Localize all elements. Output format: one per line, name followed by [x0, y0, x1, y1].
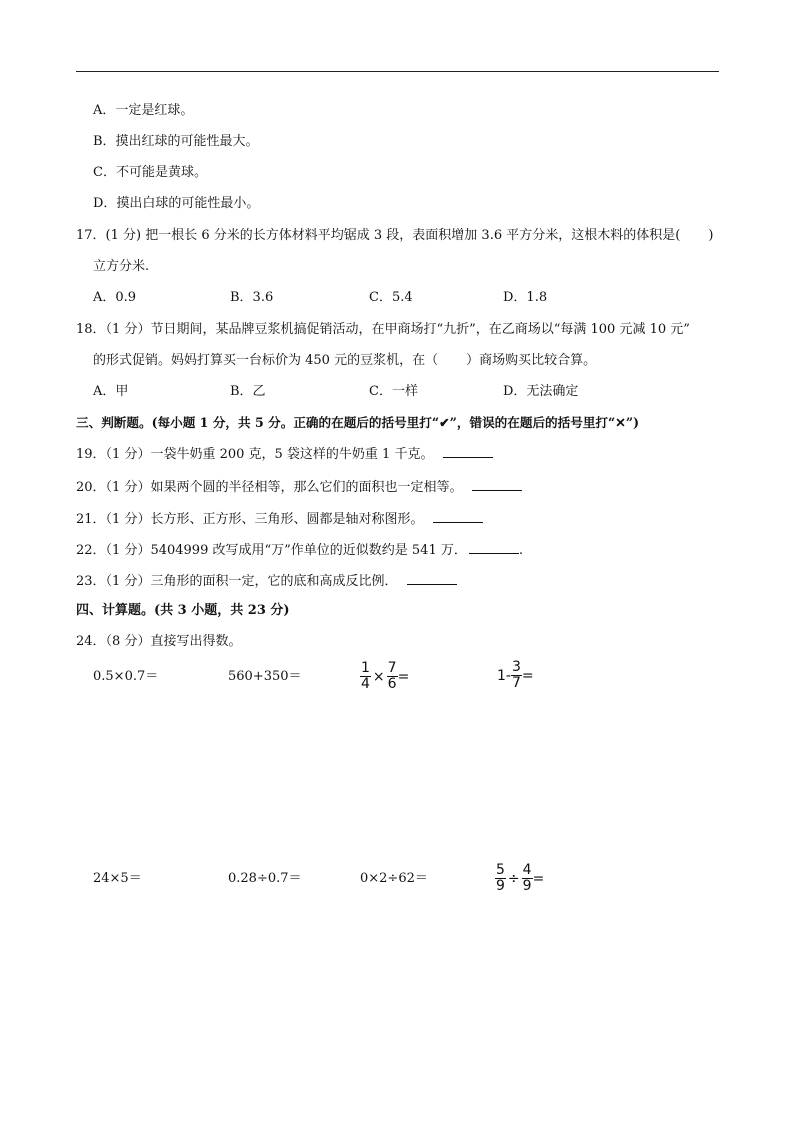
q19	[76, 445, 493, 464]
q17-option-c: C．5.4	[369, 290, 413, 305]
header-rule	[76, 71, 719, 72]
q17-stem-cont: 立方分米.	[93, 259, 150, 274]
q16-option-c: C．不可能是黄球。	[93, 165, 207, 180]
q18-option-a: A．甲	[93, 384, 129, 399]
calc-r2-c4: $\frac{5}{9}$ ÷ $\frac{4}{9}$ =	[496, 862, 545, 894]
answer-blank	[433, 510, 483, 523]
q18-stem-part2: ）商场购买比较合算。	[466, 353, 597, 368]
fraction: $\frac{3}{7}$	[511, 659, 521, 691]
q17-stem-part1: 17．(1 分) 把一根长 6 分米的长方体材料平均锯成 3 段，表面积增加 3.6 平方分米，这根木料的体积是(	[76, 228, 681, 243]
q17-option-b: B．3.6	[230, 290, 274, 305]
q22-tail: .	[518, 543, 523, 558]
q18-option-d: D．无法确定	[503, 384, 579, 399]
q21-text: 21．（1 分）长方形、正方形、三角形、圆都是轴对称图形。	[76, 512, 424, 527]
calc-r2-c1: 24×5＝	[93, 871, 142, 886]
q18-stem-cont	[93, 352, 596, 370]
section3-title: 三、判断题。(每小题 1 分，共 5 分。正确的在题后的括号里打“✔”，错误的在题后的括号里打“✕”)	[76, 415, 640, 430]
answer-blank	[472, 478, 522, 491]
q23	[76, 572, 457, 591]
q18-stem: 18．（1 分）节日期间，某品牌豆浆机搞促销活动，在甲商场打“九折”，在乙商场以“每满 100 元减 10 元”	[76, 322, 690, 337]
q16-option-b: B．摸出红球的可能性最大。	[93, 134, 259, 149]
calc-r1-c4: 1- $\frac{3}{7}$ =	[497, 659, 534, 691]
q17-option-a: A．0.9	[93, 290, 137, 305]
fraction: $\frac{1}{4}$	[361, 660, 370, 692]
q20	[76, 478, 522, 497]
calc-r1-c3: $\frac{1}{4}$ × $\frac{7}{6}$ =	[361, 660, 410, 692]
q17-stem	[76, 227, 713, 245]
q17-stem-part2: )	[708, 228, 714, 243]
fraction: $\frac{5}{9}$	[496, 862, 505, 894]
q17-option-d: D．1.8	[503, 290, 548, 305]
answer-blank	[469, 541, 519, 554]
fraction: $\frac{7}{6}$	[387, 660, 397, 692]
calc-r2-c2: 0.28÷0.7＝	[228, 871, 302, 886]
q19-text: 19．（1 分）一袋牛奶重 200 克，5 袋这样的牛奶重 1 千克。	[76, 447, 434, 462]
calc-r1-c2: 560+350＝	[228, 669, 302, 684]
q16-option-a: A．一定是红球。	[93, 103, 194, 118]
q20-text: 20．（1 分）如果两个圆的半径相等，那么它们的面积也一定相等。	[76, 480, 463, 495]
fraction: $\frac{4}{9}$	[522, 862, 532, 894]
answer-blank	[443, 445, 493, 458]
q22-text: 22．（1 分）5404999 改写成用“万”作单位的近似数约是 541 万．	[76, 543, 467, 558]
q23-text: 23．（1 分）三角形的面积一定，它的底和高成反比例．	[76, 574, 398, 589]
q18-option-c: C．一样	[369, 384, 418, 399]
calc-r1-c1: 0.5×0.7＝	[93, 669, 159, 684]
q18-stem-part1: 的形式促销。妈妈打算买一台标价为 450 元的豆浆机，在（	[93, 353, 439, 368]
calc-r2-c3: 0×2÷62＝	[360, 871, 428, 886]
q24-title: 24．（8 分）直接写出得数。	[76, 634, 242, 649]
answer-blank	[407, 572, 457, 585]
q16-option-d: D．摸出白球的可能性最小。	[93, 196, 260, 211]
q21	[76, 510, 483, 529]
section4-title: 四、计算题。(共 3 小题，共 23 分)	[76, 603, 290, 618]
q22	[76, 541, 523, 560]
q18-option-b: B．乙	[230, 384, 266, 399]
